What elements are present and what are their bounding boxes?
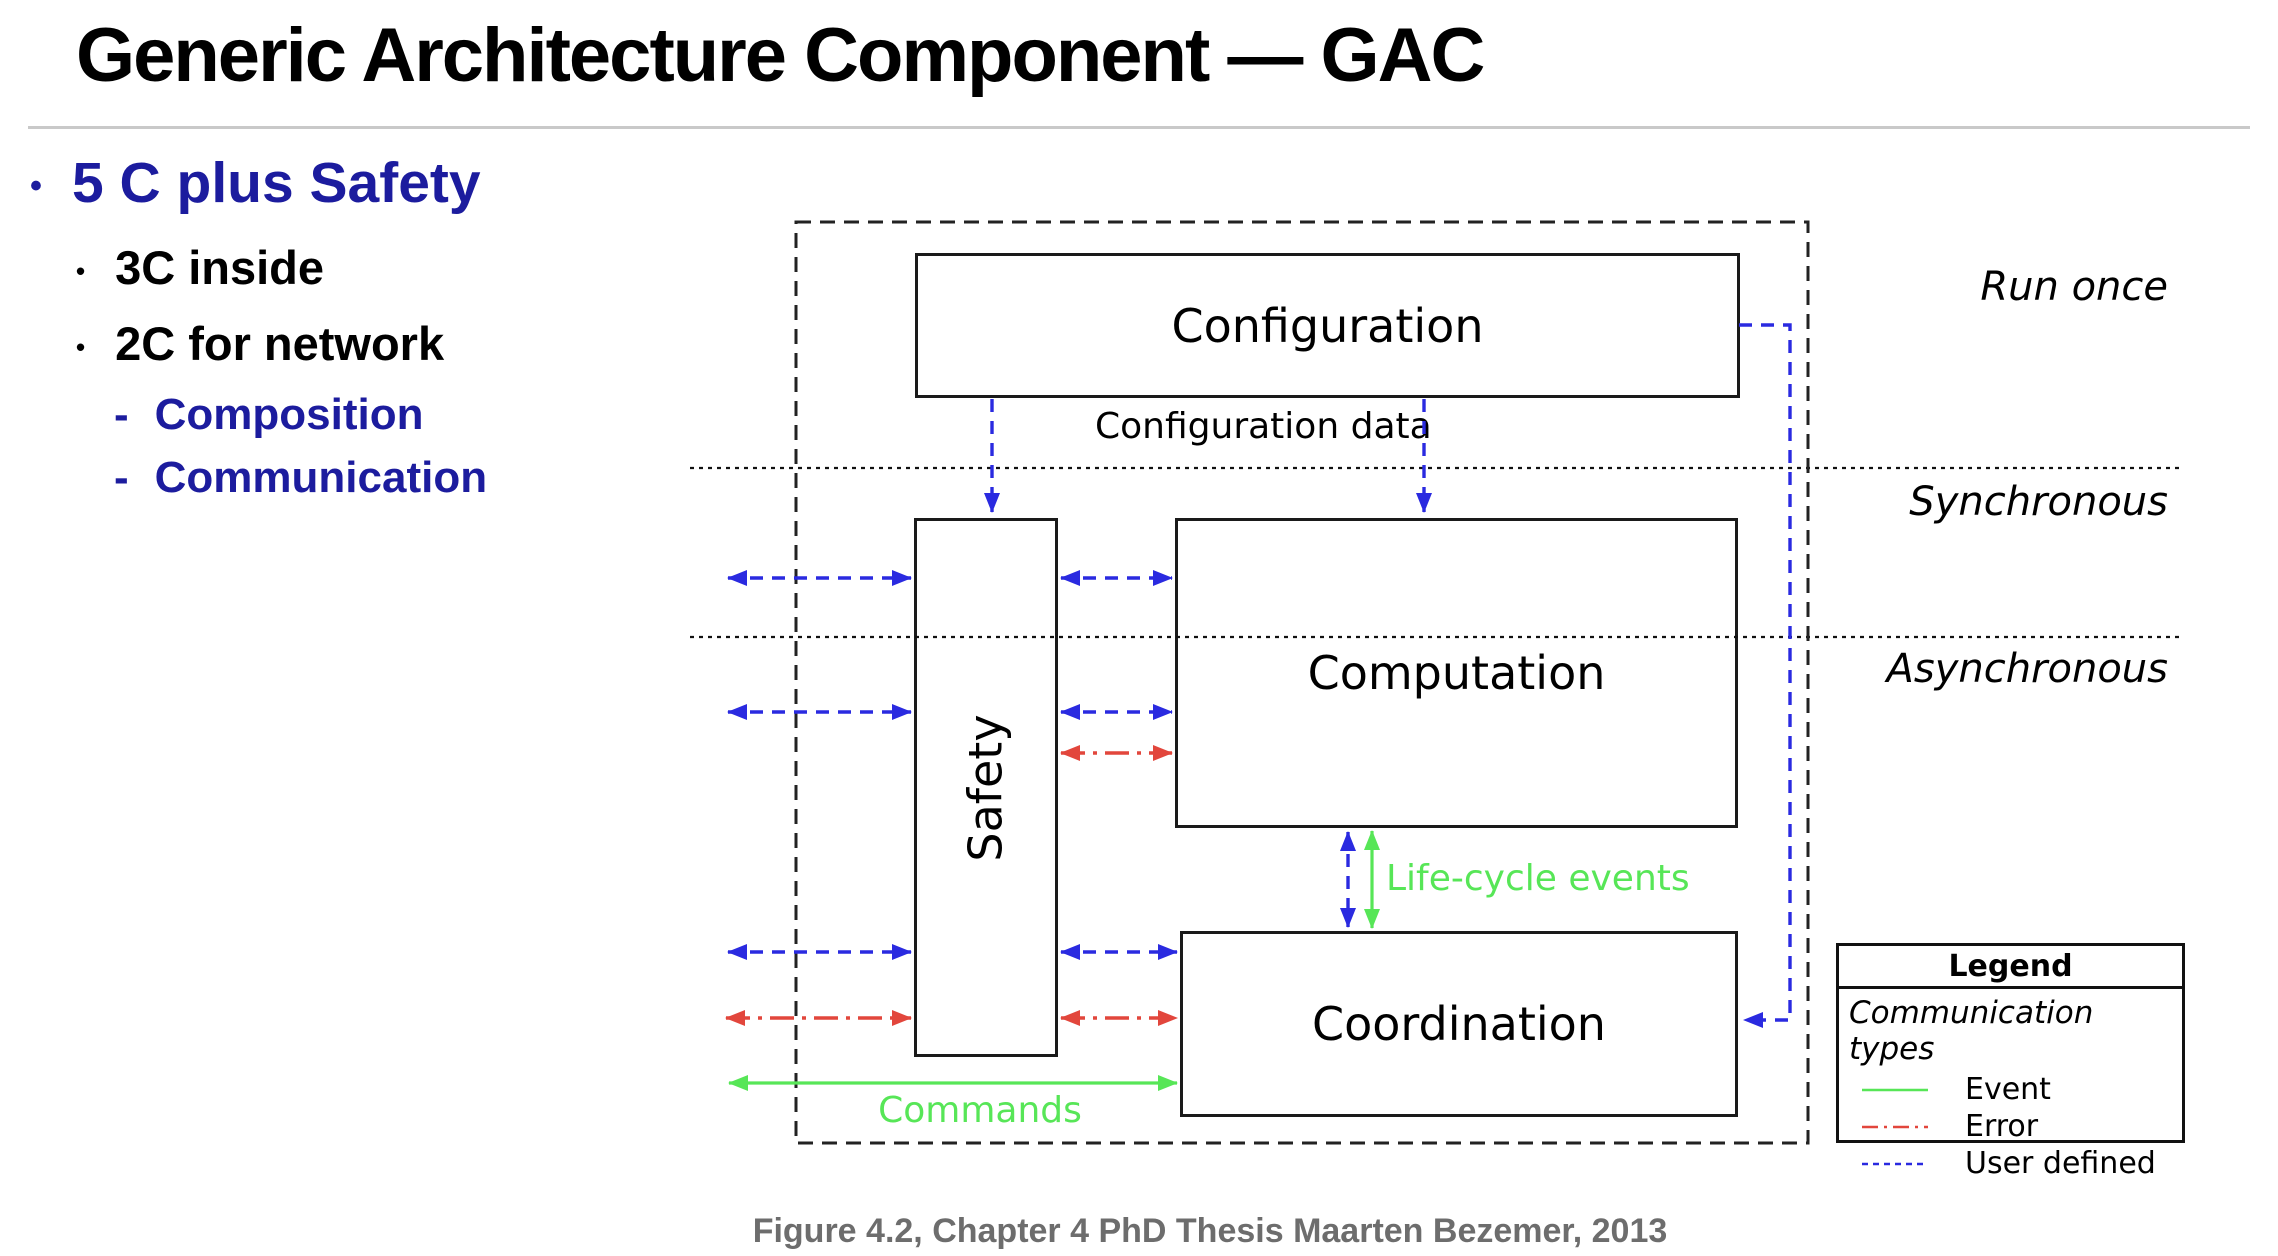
configuration-data-label: Configuration data bbox=[1095, 406, 1432, 447]
coordination-box bbox=[1180, 931, 1738, 1117]
bullet-dot-icon: • bbox=[76, 257, 86, 286]
arrow-configuration-to-coordination bbox=[1739, 325, 1790, 1020]
legend-subtitle: Communication types bbox=[1849, 995, 2094, 1067]
legend-title: Legend bbox=[1839, 946, 2182, 989]
legend-item-label: User defined bbox=[1965, 1146, 2156, 1181]
section-label-asynchronous: Asynchronous bbox=[1886, 646, 2168, 692]
bullet-5c-plus-safety bbox=[30, 150, 481, 216]
bullet-text: Composition bbox=[154, 390, 424, 439]
legend-item-user-defined bbox=[1849, 1145, 2174, 1182]
bullet-dash-icon: - bbox=[114, 453, 129, 502]
coordination-box-label: Coordination bbox=[1312, 997, 1606, 1051]
user-defined-line-icon bbox=[1861, 1160, 1929, 1168]
figure-caption: Figure 4.2, Chapter 4 PhD Thesis Maarten Bezemer, 2013 bbox=[752, 1212, 1668, 1250]
bullet-communication bbox=[114, 453, 487, 503]
title-divider bbox=[28, 126, 2250, 129]
bullet-3c-inside bbox=[76, 240, 324, 295]
safety-box-label: Safety bbox=[959, 713, 1013, 862]
configuration-box-label: Configuration bbox=[1171, 298, 1484, 353]
legend-item-event bbox=[1849, 1071, 2174, 1108]
section-label-synchronous: Synchronous bbox=[1909, 479, 2168, 525]
event-line-icon bbox=[1861, 1086, 1929, 1094]
section-label-run-once: Run once bbox=[1980, 264, 2168, 310]
legend-body bbox=[1839, 989, 2182, 1182]
bullet-dot-icon: • bbox=[76, 333, 86, 362]
configuration-box bbox=[915, 253, 1740, 398]
bullet-dash-icon: - bbox=[114, 390, 129, 439]
legend-box bbox=[1836, 943, 2185, 1181]
life-cycle-events-label: Life-cycle events bbox=[1386, 858, 1690, 899]
legend-item-error bbox=[1849, 1108, 2174, 1145]
computation-box-label: Computation bbox=[1307, 646, 1606, 700]
bullet-dot-icon: • bbox=[30, 167, 42, 206]
bullet-composition bbox=[114, 390, 424, 440]
commands-label: Commands bbox=[878, 1090, 1082, 1131]
bullet-text: 5 C plus Safety bbox=[71, 151, 481, 215]
page-title: Generic Architecture Component — GAC bbox=[76, 13, 1484, 98]
bullet-2c-for-network bbox=[76, 316, 444, 371]
bullet-text: Communication bbox=[154, 453, 488, 502]
bullet-text: 2C for network bbox=[115, 317, 445, 370]
bullet-text: 3C inside bbox=[115, 241, 325, 294]
legend-item-label: Event bbox=[1965, 1072, 2051, 1107]
safety-box bbox=[914, 518, 1058, 1057]
computation-box bbox=[1175, 518, 1738, 828]
legend-item-label: Error bbox=[1965, 1109, 2039, 1144]
error-line-icon bbox=[1861, 1123, 1929, 1131]
